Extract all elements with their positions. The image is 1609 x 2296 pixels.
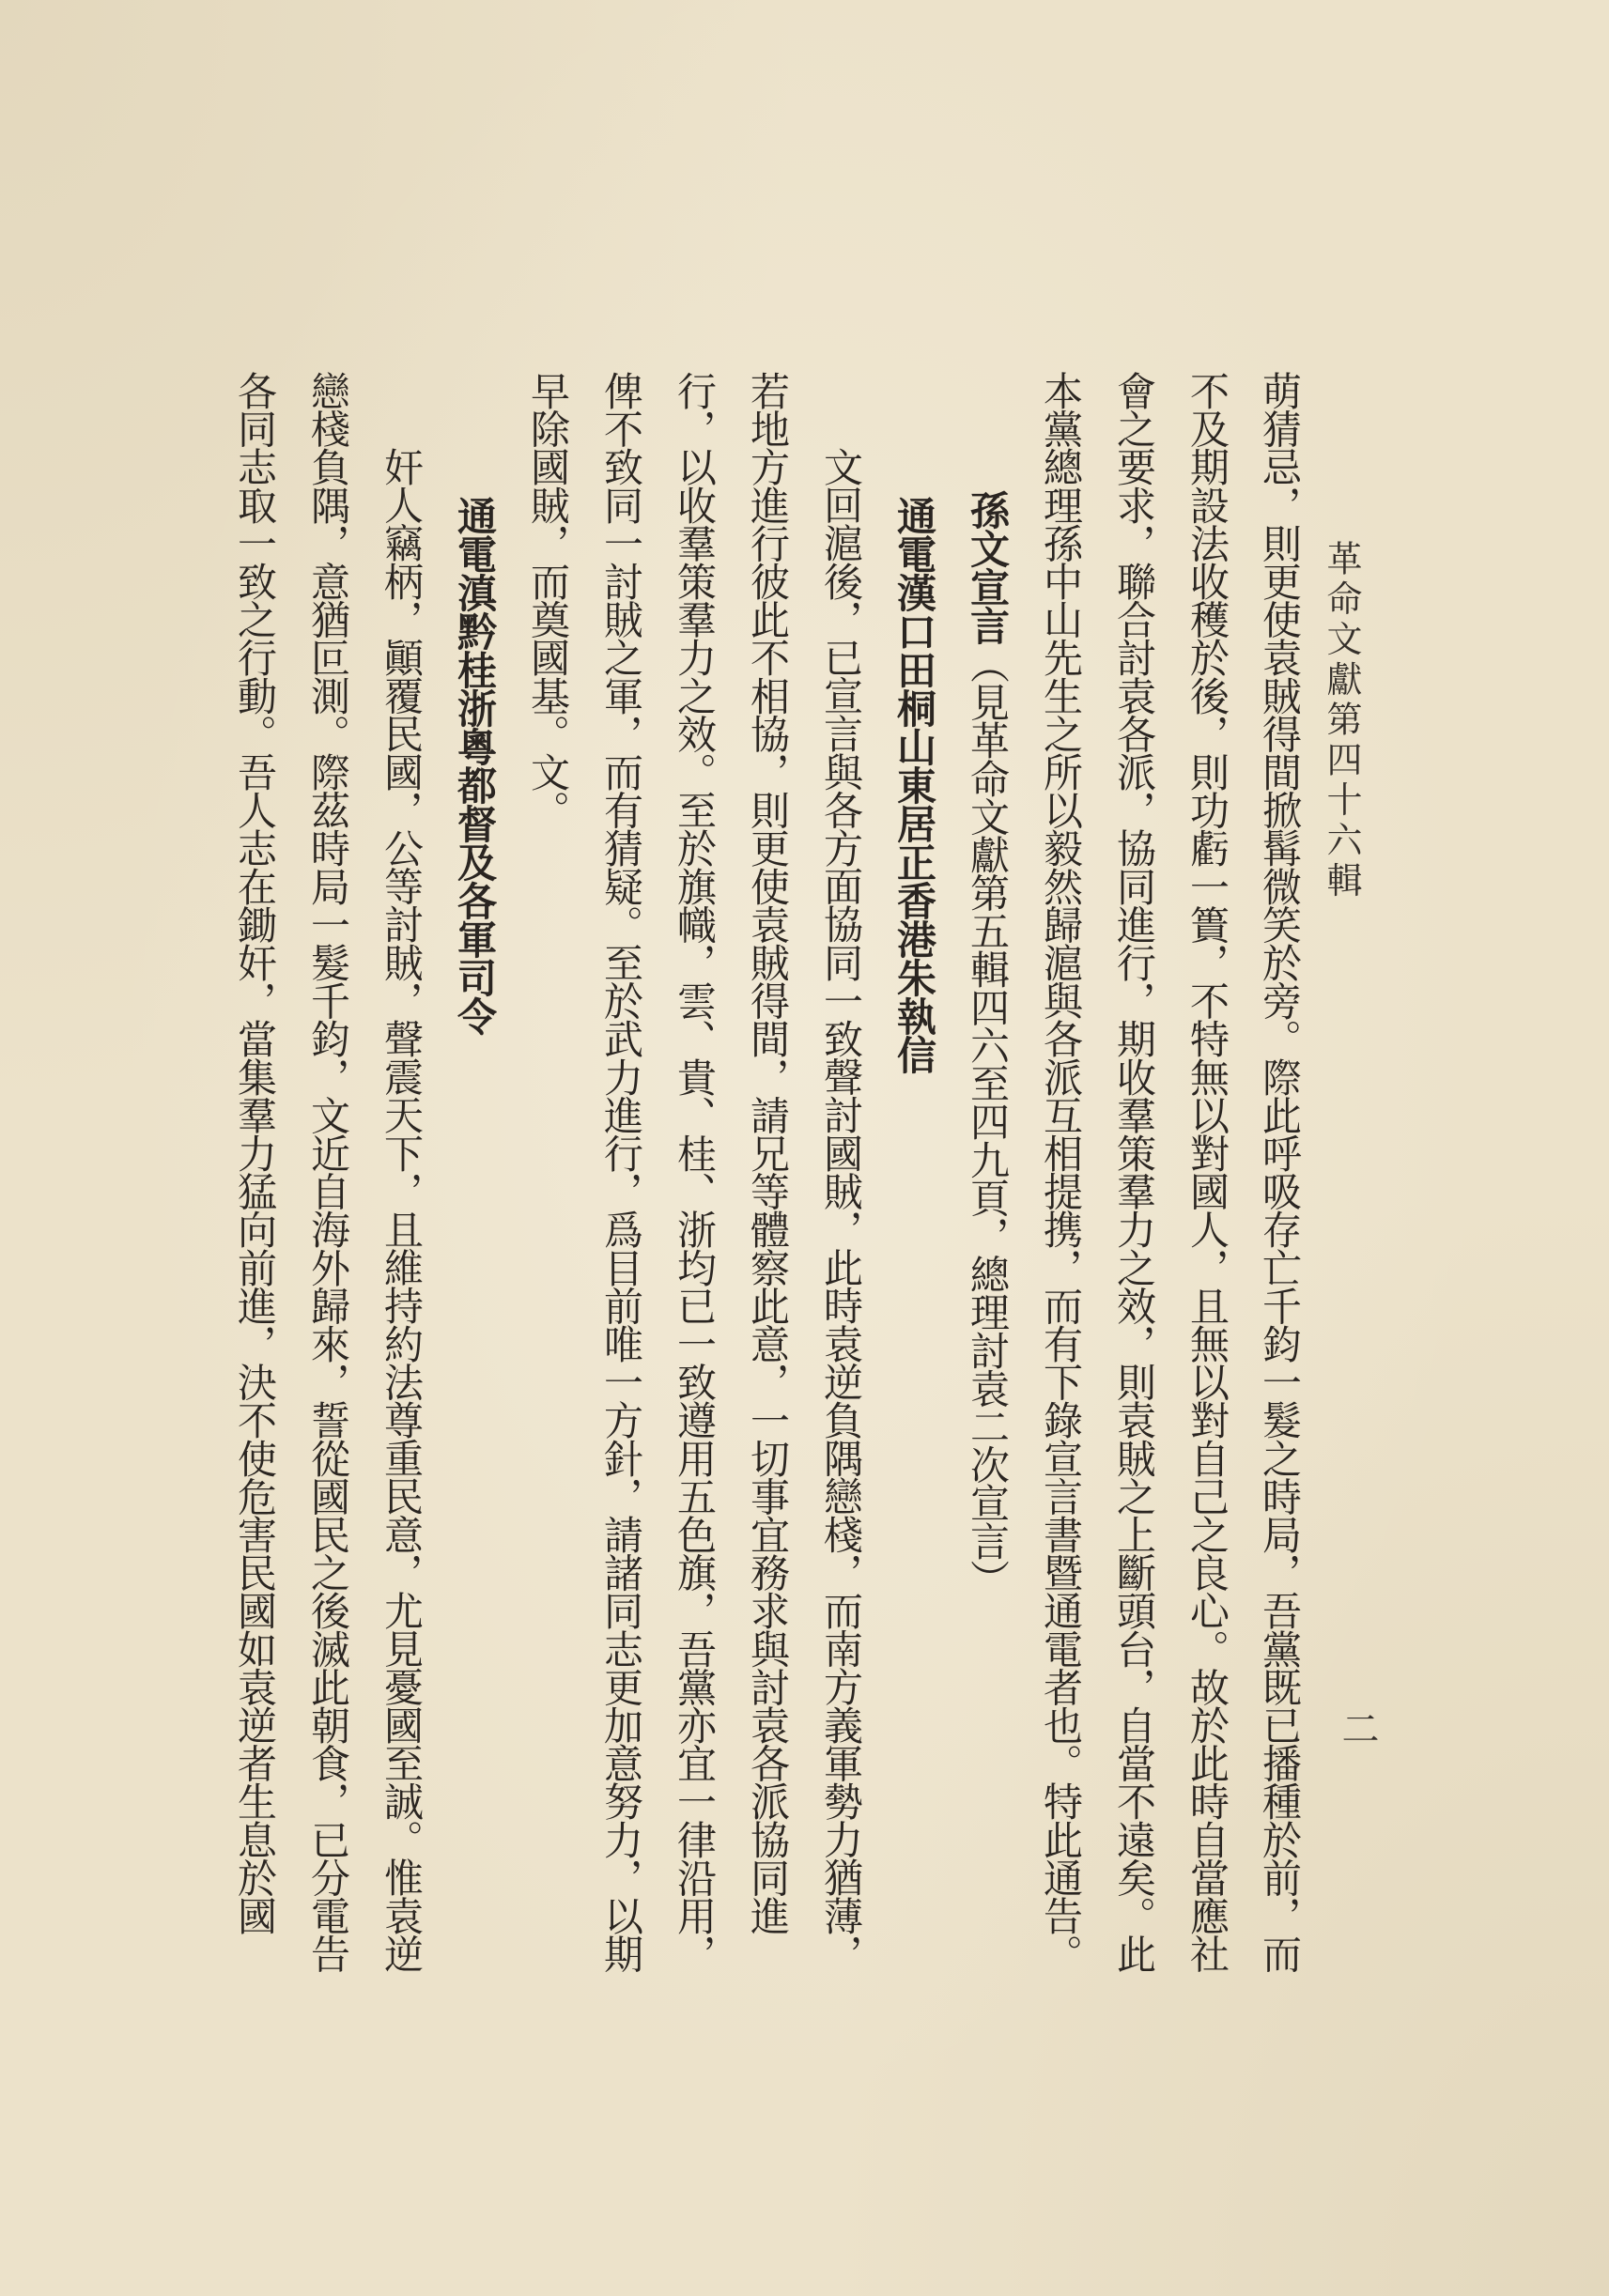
telegram-2-title: 通電滇黔桂浙粵都督及各軍司令	[452, 496, 498, 1035]
text-column: 會之要求，聯合討袁各派，協同進行，期收羣策羣力之效，則袁賊之上斷頭台，自當不遠矣。此	[1111, 371, 1157, 1973]
text-column: 文回滬後，已宣言與各方面協同一致聲討國賊，此時袁逆負隅戀棧，而南方義軍勢力猶薄，	[818, 447, 864, 1973]
text-column: 早除國賊，而奠國基。文。	[525, 371, 571, 829]
text-column: 俾不致同一討賊之軍，而有猜疑。至於武力進行，爲目前唯一方針，請諸同志更加意努力，以期	[598, 371, 644, 1973]
telegram-1-title: 通電漢口田桐山東居正香港朱執信	[891, 496, 937, 1073]
declaration-heading	[965, 490, 1011, 1598]
text-column: 若地方進行彼此不相協，則更使袁賊得間，請兄等體察此意，一切事宜務求與討袁各派協同進	[745, 371, 791, 1934]
text-column: 不及期設法收穫於後，則功虧一簣，不特無以對國人，且無以對自己之良心。故於此時自當應社	[1184, 371, 1230, 1973]
text-column: 奸人竊柄，顚覆民國，公等討賊，聲震天下，且維持約法尊重民意，尤見憂國至誠。惟袁逆	[379, 447, 425, 1973]
text-column: 戀棧負隅，意猶叵測。際茲時局一髮千鈞，文近自海外歸來，誓從國民之後滅此朝食，已分電告	[305, 371, 351, 1973]
text-column: 各同志取一致之行動。吾人志在鋤奸，當集羣力猛向前進，決不使危害民國如袁逆者生息於國	[232, 371, 278, 1934]
page-number: 二	[1336, 1709, 1379, 1747]
text-column: 行，以收羣策羣力之效。至於旗幟，雲、貴、桂、浙均已一致遵用五色旗，吾黨亦宜一律沿用，	[672, 371, 718, 1973]
running-head: 革命文獻第四十六輯	[1321, 540, 1362, 902]
declaration-title: 孫文宣言	[965, 490, 1011, 644]
declaration-note: （見革命文獻第五輯四六至四九頁，總理討袁二次宣言）	[965, 644, 1011, 1598]
text-column: 本黨總理孫中山先生之所以毅然歸滬與各派互相提携，而有下錄宣言書暨通電者也。特此通告。	[1038, 371, 1084, 1973]
text-column: 萌猜忌，則更使袁賊得間掀髯微笑於旁。際此呼吸存亡千鈞一髮之時局，吾黨既已播種於前，而	[1257, 371, 1303, 1973]
